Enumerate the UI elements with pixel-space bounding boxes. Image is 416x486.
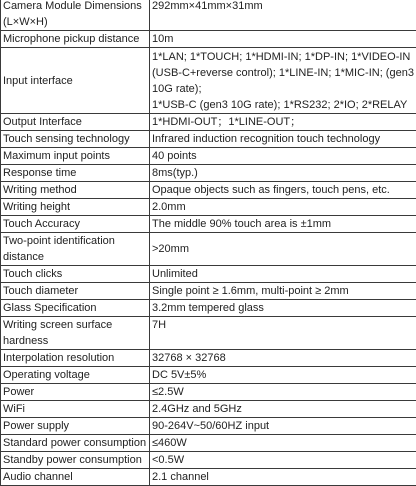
spec-value: 1*HDMI-OUT；1*LINE-OUT； — [150, 114, 416, 131]
spec-label: Touch sensing technology — [1, 131, 150, 148]
spec-value: 8ms(typ.) — [150, 165, 416, 182]
spec-label: Response time — [1, 165, 150, 182]
spec-label: Input interface — [1, 48, 150, 114]
spec-value: 40 points — [150, 148, 416, 165]
spec-value-line: 1*USB-C (gen3 10G rate); 1*RS232; 2*IO; 2*RELAY — [152, 97, 416, 113]
spec-label: Output Interface — [1, 114, 150, 131]
table-row — [1, 418, 416, 435]
spec-value: 90-264V~50/60HZ input — [150, 418, 416, 435]
table-row — [1, 216, 416, 233]
table-row — [1, 367, 416, 384]
spec-label: WiFi — [1, 401, 150, 418]
spec-value: 7H — [150, 317, 416, 350]
table-row — [1, 182, 416, 199]
spec-label: Standby power consumption — [1, 452, 150, 469]
table-row — [1, 300, 416, 317]
spec-label: Camera Module Dimensions (L×W×H) — [1, 0, 150, 31]
table-row — [1, 148, 416, 165]
spec-value: Infrared induction recognition touch technology — [150, 131, 416, 148]
spec-label: Power — [1, 384, 150, 401]
spec-label: Glass Specification — [1, 300, 150, 317]
spec-value — [150, 48, 416, 114]
spec-value: 292mm×41mm×31mm — [150, 0, 416, 31]
table-row — [1, 199, 416, 216]
table-row — [1, 165, 416, 182]
table-row — [1, 114, 416, 131]
spec-value: Opaque objects such as fingers, touch pens, etc. — [150, 182, 416, 199]
table-row — [1, 233, 416, 266]
spec-label: Touch clicks — [1, 266, 150, 283]
spec-value: The middle 90% touch area is ±1mm — [150, 216, 416, 233]
spec-label: Power supply — [1, 418, 150, 435]
spec-value: ≤2.5W — [150, 384, 416, 401]
spec-value: <0.5W — [150, 452, 416, 469]
table-row — [1, 283, 416, 300]
spec-label: Operating voltage — [1, 367, 150, 384]
table-row — [1, 435, 416, 452]
spec-label: Writing screen surface hardness — [1, 317, 150, 350]
spec-value: Unlimited — [150, 266, 416, 283]
spec-value: DC 5V±5% — [150, 367, 416, 384]
spec-value: Single point ≥ 1.6mm, multi-point ≥ 2mm — [150, 283, 416, 300]
table-row — [1, 317, 416, 350]
table-row — [1, 469, 416, 486]
spec-label: Touch Accuracy — [1, 216, 150, 233]
table-row — [1, 384, 416, 401]
table-row — [1, 401, 416, 418]
spec-value: 10m — [150, 31, 416, 48]
spec-value: 2.4GHz and 5GHz — [150, 401, 416, 418]
table-row — [1, 31, 416, 48]
table-row — [1, 0, 416, 31]
table-row — [1, 350, 416, 367]
spec-label: Microphone pickup distance — [1, 31, 150, 48]
spec-label: Standard power consumption — [1, 435, 150, 452]
table-row — [1, 452, 416, 469]
spec-label: Touch diameter — [1, 283, 150, 300]
spec-value: >20mm — [150, 233, 416, 266]
spec-label: Writing height — [1, 199, 150, 216]
table-row — [1, 131, 416, 148]
spec-value-line: 1*LAN; 1*TOUCH; 1*HDMI-IN; 1*DP-IN; 1*VIDEO-IN (USB-C+reverse control); 1*LINE-IN; 1*MIC-IN; (gen3 10G rate); — [152, 49, 416, 97]
spec-value: 2.0mm — [150, 199, 416, 216]
table-row — [1, 48, 416, 114]
spec-value: 2.1 channel — [150, 469, 416, 486]
spec-value: 3.2mm tempered glass — [150, 300, 416, 317]
spec-label: Two-point identification distance — [1, 233, 150, 266]
table-row — [1, 266, 416, 283]
spec-value: 32768 × 32768 — [150, 350, 416, 367]
spec-label: Maximum input points — [1, 148, 150, 165]
spec-label: Writing method — [1, 182, 150, 199]
spec-label: Audio channel — [1, 469, 150, 486]
spec-label: Interpolation resolution — [1, 350, 150, 367]
spec-value: ≤460W — [150, 435, 416, 452]
